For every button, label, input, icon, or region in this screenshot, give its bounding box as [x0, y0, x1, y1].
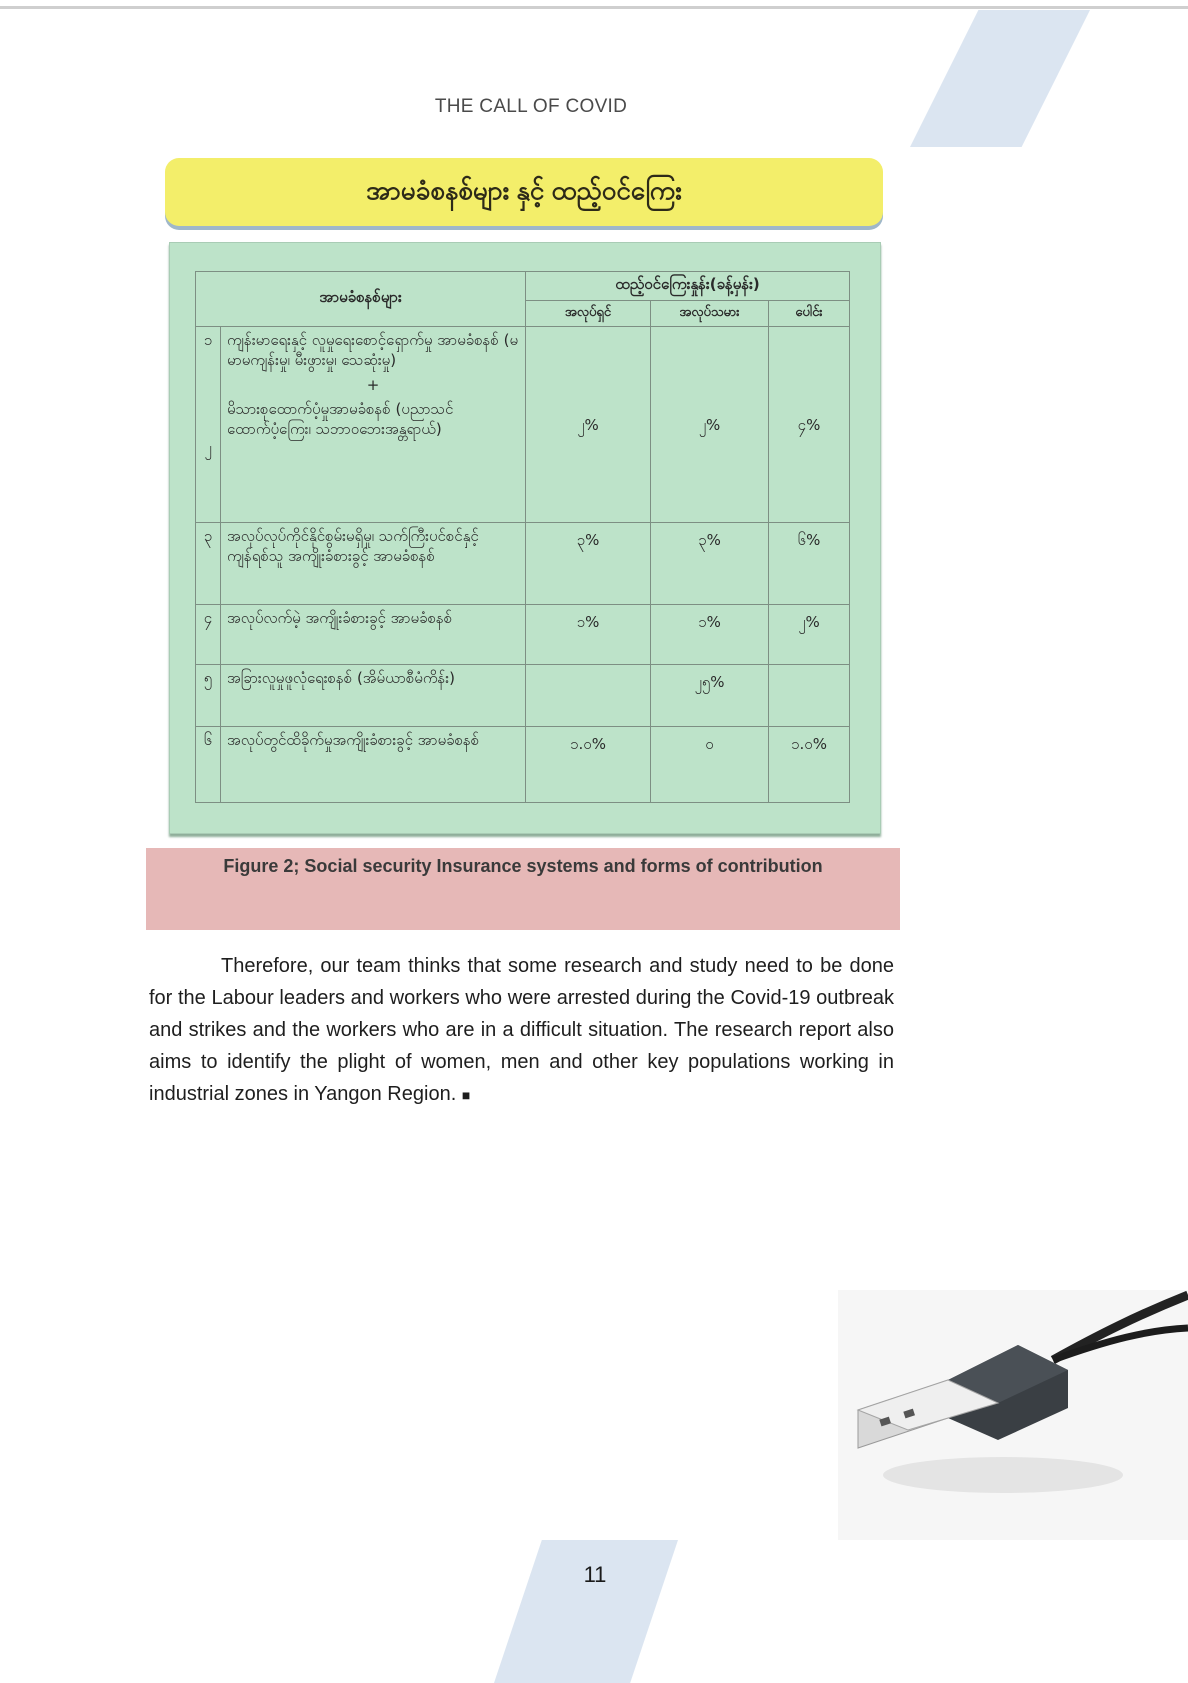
header-system: အာမခံစနစ်များ [196, 272, 526, 327]
total-rate: ၁.၀% [769, 727, 850, 803]
top-rule [0, 6, 1188, 9]
row-number: ၂ [204, 439, 212, 457]
row-number: ၁ [203, 331, 213, 349]
table-row [196, 605, 850, 665]
usb-cable-icon [838, 1290, 1188, 1540]
system-name: ကျန်းမာရေးနှင့် လူမှုရေးစောင့်ရှောက်မှု အာမခံစနစ် (မမာမကျန်းမှု၊ မီးဖွားမှု၊ သေဆုံးမှု) [227, 331, 519, 370]
employer-rate [526, 665, 651, 727]
decorative-parallelogram-top [910, 10, 1090, 147]
worker-rate: ၁% [651, 605, 769, 665]
figure-banner-title: အာမခံစနစ်များ နှင့် ထည့်ဝင်ကြေး [165, 158, 883, 226]
subheader-employer: အလုပ်ရှင် [526, 301, 651, 327]
row-number: ၆ [196, 727, 221, 803]
total-rate: ၄% [769, 327, 850, 523]
body-paragraph [149, 950, 894, 1111]
employer-rate: ၁.၀% [526, 727, 651, 803]
paragraph-text: Therefore, our team thinks that some research and study need to be done for the Labour leaders and workers who were arrested during the Covid-19 outbreak and strikes and the workers who are in a difficult situation. The research report also aims to identify the plight of women, men and other key populations working in industrial zones in Yangon Region. [149, 955, 894, 1105]
system-name: မိသားစုထောက်ပံ့မှုအာမခံစနစ် (ပညာသင်ထောက်ပံ့ကြေး၊ သဘာဝဘေးအန္တရာယ်) [227, 399, 454, 438]
total-rate [769, 665, 850, 727]
system-name: အလုပ်လုပ်ကိုင်နိုင်စွမ်းမရှိမှု၊ သက်ကြီးပင်စင်နှင့်ကျန်ရစ်သူ အကျိုးခံစားခွင့် အာမခံစနစ် [221, 523, 526, 605]
row-number: ၄ [196, 605, 221, 665]
employer-rate: ၁% [526, 605, 651, 665]
worker-rate: ၂% [651, 327, 769, 523]
end-mark: ■ [461, 1087, 471, 1103]
total-rate: ၂% [769, 605, 850, 665]
page-number: 11 [583, 1562, 607, 1587]
figure-caption-box [146, 848, 900, 930]
system-name-cell [221, 327, 526, 523]
system-name: အလုပ်လက်မဲ့ အကျိုးခံစားခွင့် အာမခံစနစ် [221, 605, 526, 665]
row-number: ၅ [196, 665, 221, 727]
table-header-row [196, 272, 850, 301]
table-row [196, 523, 850, 605]
table-row [196, 727, 850, 803]
row-number-cell [196, 327, 221, 523]
plus-sign: + [366, 375, 380, 394]
table-row [196, 665, 850, 727]
usb-cable-image [838, 1290, 1188, 1540]
total-rate: ၆% [769, 523, 850, 605]
subheader-total: ပေါင်း [769, 301, 850, 327]
worker-rate: ၀ [651, 727, 769, 803]
figure-table-panel [169, 242, 881, 834]
figure-caption: Figure 2; Social security Insurance systems and forms of contribution [223, 856, 823, 876]
worker-rate: ၂၅% [651, 665, 769, 727]
contribution-table [195, 271, 850, 803]
subheader-worker: အလုပ်သမား [651, 301, 769, 327]
employer-rate: ၃% [526, 523, 651, 605]
system-name: အလုပ်တွင်ထိခိုက်မှုအကျိုးခံစားခွင့် အာမခံစနစ် [221, 727, 526, 803]
table-row [196, 327, 850, 523]
employer-rate: ၂% [526, 327, 651, 523]
header-contribution: ထည့်ဝင်ကြေးနှုန်း(ခန့်မှန်း) [526, 272, 850, 301]
running-head: THE CALL OF COVID [434, 96, 628, 117]
system-name: အခြားလူမှုဖူလုံရေးစနစ် (အိမ်ယာစီမံကိန်း) [221, 665, 526, 727]
row-number: ၃ [196, 523, 221, 605]
figure-social-security-table [163, 152, 893, 840]
worker-rate: ၃% [651, 523, 769, 605]
